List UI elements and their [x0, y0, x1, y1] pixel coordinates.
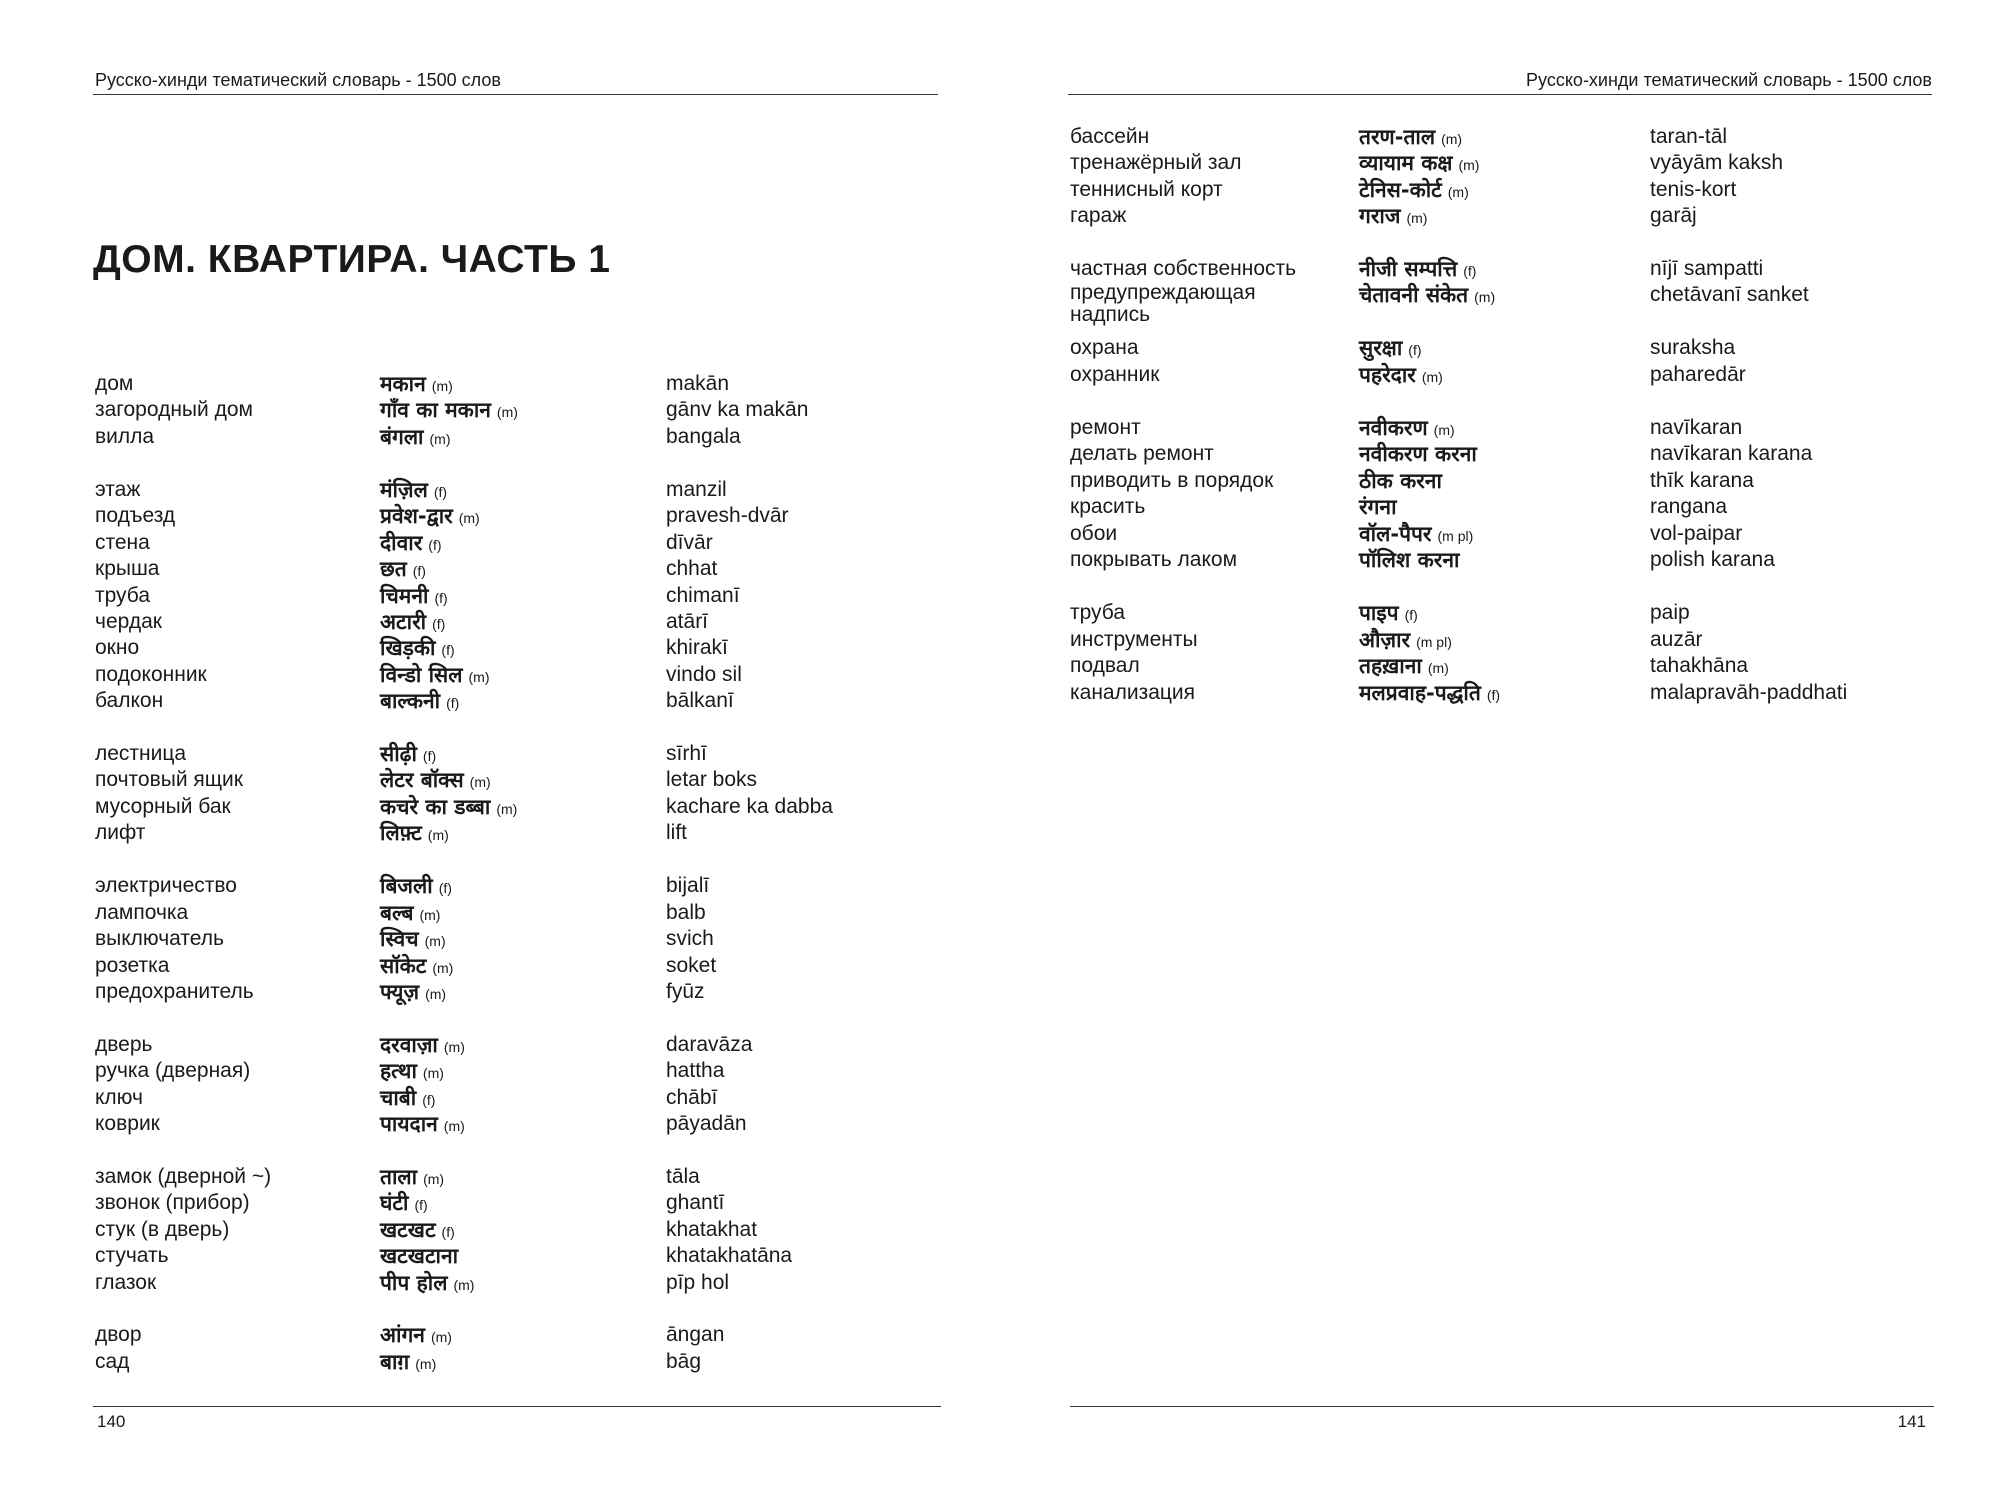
vocab-list — [0, 0, 1000, 1400]
gender-marker: (f) — [1408, 342, 1422, 358]
transliteration: paharedār — [1650, 363, 1746, 386]
russian-word: частная собственность — [1070, 257, 1297, 280]
hindi-text: बंगला — [380, 425, 424, 449]
transliteration: garāj — [1650, 204, 1697, 227]
hindi-word — [380, 609, 445, 637]
russian-word: лестница — [95, 742, 187, 765]
hindi-word — [1359, 680, 1500, 708]
hindi-word — [380, 424, 451, 452]
russian-word: предохранитель — [95, 980, 254, 1003]
transliteration: pīp hol — [666, 1271, 730, 1294]
transliteration: bālkanī — [666, 689, 734, 712]
transliteration: paip — [1650, 601, 1690, 624]
transliteration: sīrhī — [666, 742, 707, 765]
gender-marker: (f) — [422, 1092, 436, 1108]
hindi-word — [1359, 547, 1459, 573]
hindi-text: दरवाज़ा — [380, 1033, 438, 1057]
transliteration: makān — [666, 372, 730, 395]
russian-word: канализация — [1070, 681, 1196, 704]
hindi-word — [1359, 335, 1422, 363]
russian-word: выключатель — [95, 927, 224, 950]
transliteration: pāyadān — [666, 1112, 747, 1135]
russian-word: обои — [1070, 522, 1118, 545]
russian-word: балкон — [95, 689, 164, 712]
gender-marker: (f) — [441, 642, 455, 658]
transliteration: āngan — [666, 1323, 725, 1346]
russian-word: почтовый ящик — [95, 768, 243, 791]
russian-word: подъезд — [95, 504, 176, 527]
hindi-text: हत्था — [380, 1059, 417, 1083]
hindi-text: चेतावनी संकेत — [1359, 283, 1469, 307]
hindi-word — [380, 873, 452, 901]
hindi-word — [380, 1164, 444, 1192]
running-head: Русско-хинди тематический словарь - 1500 слов — [95, 70, 501, 90]
hindi-text: तरण-ताल — [1359, 125, 1436, 149]
transliteration: atārī — [666, 610, 709, 633]
hindi-text: लेटर बॉक्स — [380, 768, 464, 792]
hindi-word — [380, 556, 426, 584]
gender-marker: (m) — [425, 986, 447, 1002]
hindi-text: दीवार — [380, 531, 423, 555]
russian-word: розетка — [95, 954, 170, 977]
russian-word: гараж — [1070, 204, 1127, 227]
hindi-word — [1359, 256, 1476, 284]
hindi-word — [1359, 653, 1449, 681]
hindi-text: वॉल-पैपर — [1359, 522, 1432, 546]
transliteration: manzil — [666, 478, 727, 501]
hindi-word — [1359, 150, 1479, 178]
gender-marker: (f) — [1486, 687, 1501, 703]
running-head: Русско-хинди тематический словарь - 1500 слов — [1526, 70, 1932, 90]
hindi-word — [1359, 177, 1469, 205]
hindi-text: प्रवेश-द्वार — [380, 504, 453, 528]
russian-word: тренажёрный зал — [1070, 151, 1242, 174]
gender-marker: (m) — [419, 907, 441, 923]
hindi-word — [380, 1085, 435, 1113]
gender-marker: (m) — [496, 404, 518, 420]
hindi-word — [1359, 441, 1477, 467]
russian-word: электричество — [95, 874, 237, 897]
hindi-text: छत — [380, 557, 407, 581]
russian-word: охранник — [1070, 363, 1160, 386]
russian-word: труба — [95, 584, 151, 607]
russian-word: загородный дом — [95, 398, 253, 421]
hindi-text: रंगना — [1359, 495, 1397, 519]
transliteration: tenis-kort — [1650, 178, 1737, 201]
hindi-text: सॉकेट — [380, 954, 427, 978]
gender-marker: (m) — [431, 378, 453, 394]
gender-marker: (f) — [438, 880, 452, 896]
hindi-word — [1359, 521, 1473, 549]
hindi-word — [380, 1217, 455, 1245]
russian-word: дверь — [95, 1033, 153, 1056]
transliteration: nījī sampatti — [1650, 257, 1764, 280]
page-number: 140 — [97, 1412, 126, 1431]
hindi-text: मलप्रवाह-पद्धति — [1359, 681, 1481, 705]
transliteration: lift — [666, 821, 687, 844]
gender-marker: (m pl) — [1437, 528, 1474, 544]
russian-word: ремонт — [1070, 416, 1141, 439]
hindi-word — [380, 477, 447, 505]
hindi-word — [1359, 203, 1427, 231]
hindi-word — [380, 1243, 458, 1269]
hindi-word — [380, 688, 459, 716]
russian-word: ключ — [95, 1086, 143, 1109]
gender-marker: (f) — [432, 616, 446, 632]
transliteration: daravāza — [666, 1033, 753, 1056]
gender-marker: (f) — [433, 484, 448, 500]
gender-marker: (m) — [453, 1277, 475, 1293]
hindi-text: लिफ़्ट — [380, 821, 422, 845]
transliteration: vyāyām kaksh — [1650, 151, 1784, 174]
hindi-text: सुरक्षा — [1359, 336, 1403, 360]
transliteration: bāg — [666, 1350, 702, 1373]
russian-word: ручка (дверная) — [95, 1059, 251, 1082]
transliteration: bijalī — [666, 874, 710, 897]
hindi-text: मकान — [380, 372, 426, 396]
gender-marker: (m) — [424, 933, 446, 949]
hindi-text: विन्डो सिल — [380, 663, 463, 687]
gender-marker: (m) — [430, 1329, 452, 1345]
gender-marker: (f) — [446, 695, 460, 711]
hindi-text: पहरेदार — [1359, 363, 1416, 387]
transliteration: letar boks — [666, 768, 758, 791]
gender-marker: (f) — [422, 748, 437, 764]
transliteration: navīkaran karana — [1650, 442, 1813, 465]
gender-marker: (m) — [443, 1039, 465, 1055]
russian-word: мусорный бак — [95, 795, 231, 818]
hindi-word — [380, 767, 491, 795]
gender-marker: (m) — [1433, 422, 1455, 438]
hindi-text: टेनिस-कोर्ट — [1359, 178, 1442, 202]
transliteration: hattha — [666, 1059, 725, 1082]
russian-word: труба — [1070, 601, 1126, 624]
gender-marker: (m) — [422, 1065, 444, 1081]
gender-marker: (m) — [443, 1118, 465, 1134]
hindi-text: मंज़िल — [380, 478, 428, 502]
gender-marker: (f) — [1404, 607, 1418, 623]
transliteration: tahakhāna — [1650, 654, 1749, 677]
hindi-word — [380, 979, 446, 1007]
russian-word: лифт — [95, 821, 146, 844]
hindi-text: नवीकरण करना — [1359, 442, 1477, 466]
hindi-word — [1359, 282, 1495, 310]
transliteration: chābī — [666, 1086, 718, 1109]
gender-marker: (f) — [428, 537, 442, 553]
hindi-word — [380, 794, 517, 822]
transliteration: balb — [666, 901, 706, 924]
transliteration: khirakī — [666, 636, 728, 659]
russian-word: сад — [95, 1350, 130, 1373]
transliteration: polish karana — [1650, 548, 1775, 571]
transliteration: svich — [666, 927, 714, 950]
hindi-text: अटारी — [380, 610, 427, 634]
gender-marker: (m) — [429, 431, 451, 447]
hindi-text: तहख़ाना — [1359, 654, 1422, 678]
hindi-word — [380, 1349, 436, 1377]
hindi-text: बाल्कनी — [380, 689, 441, 713]
russian-word: вилла — [95, 425, 155, 448]
hindi-text: बाग़ — [380, 1350, 410, 1374]
russian-word: бассейн — [1070, 125, 1150, 148]
gender-marker: (m) — [423, 1171, 445, 1187]
russian-word: охрана — [1070, 336, 1139, 359]
russian-word: лампочка — [95, 901, 189, 924]
hindi-word — [1359, 124, 1462, 152]
transliteration: khatakhat — [666, 1218, 758, 1241]
russian-word: дом — [95, 372, 134, 395]
russian-word: этаж — [95, 478, 141, 501]
hindi-text: खिड़की — [380, 636, 436, 660]
hindi-word — [380, 371, 453, 399]
russian-word: подоконник — [95, 663, 207, 686]
transliteration: pravesh-dvār — [666, 504, 789, 527]
transliteration: kachare ka dabba — [666, 795, 833, 818]
hindi-text: व्यायाम कक्ष — [1359, 151, 1453, 175]
hindi-text: पायदान — [380, 1112, 438, 1136]
hindi-word — [380, 583, 448, 611]
hindi-text: ताला — [380, 1165, 418, 1189]
hindi-text: बिजली — [380, 874, 433, 898]
russian-word: звонок (прибор) — [95, 1191, 250, 1214]
hindi-word — [380, 926, 446, 954]
russian-word: предупреждающая надпись — [1070, 281, 1256, 326]
hindi-word — [380, 1032, 465, 1060]
hindi-text: गाँव का मकान — [380, 398, 491, 422]
transliteration: chetāvanī sanket — [1650, 283, 1809, 306]
gender-marker: (m) — [432, 960, 454, 976]
hindi-text: चाबी — [380, 1086, 417, 1110]
hindi-text: चिमनी — [380, 584, 429, 608]
gender-marker: (m) — [1474, 289, 1496, 305]
transliteration: auzār — [1650, 628, 1703, 651]
gender-marker: (m) — [1447, 184, 1469, 200]
page-number: 141 — [1897, 1412, 1926, 1431]
russian-word: теннисный корт — [1070, 178, 1223, 201]
russian-word: крыша — [95, 557, 160, 580]
hindi-word — [380, 741, 436, 769]
transliteration: chimanī — [666, 584, 740, 607]
hindi-text: पीप होल — [380, 1271, 448, 1295]
hindi-word — [380, 820, 449, 848]
russian-word: стук (в дверь) — [95, 1218, 230, 1241]
hindi-word — [380, 530, 442, 558]
footer-rule — [1070, 1406, 1934, 1407]
transliteration: soket — [666, 954, 717, 977]
hindi-word — [380, 1058, 444, 1086]
hindi-text: औज़ार — [1359, 628, 1411, 652]
gender-marker: (m) — [427, 827, 449, 843]
russian-word: стена — [95, 531, 150, 554]
russian-word: приводить в порядок — [1070, 469, 1274, 492]
right-page — [1000, 0, 2000, 1486]
gender-marker: (m) — [1441, 131, 1463, 147]
transliteration: thīk karana — [1650, 469, 1754, 492]
hindi-word — [380, 503, 480, 531]
russian-word: инструменты — [1070, 628, 1198, 651]
gender-marker: (m pl) — [1416, 634, 1452, 650]
gender-marker: (m) — [496, 801, 518, 817]
page-title: ДОМ. КВАРТИРА. ЧАСТЬ 1 — [93, 238, 611, 281]
gender-marker: (m) — [1458, 157, 1480, 173]
hindi-word — [1359, 468, 1442, 494]
hindi-word — [1359, 362, 1443, 390]
gender-marker: (m) — [468, 669, 490, 685]
hindi-text: स्विच — [380, 927, 419, 951]
hindi-word — [380, 1322, 452, 1350]
transliteration: gānv ka makān — [666, 398, 809, 421]
transliteration: fyūz — [666, 980, 705, 1003]
gender-marker: (m) — [469, 774, 491, 790]
hindi-text: नवीकरण — [1359, 416, 1428, 440]
hindi-text: गराज — [1359, 204, 1401, 228]
hindi-word — [1359, 627, 1452, 655]
russian-word: подвал — [1070, 654, 1140, 677]
hindi-text: खटखट — [380, 1218, 436, 1242]
gender-marker: (f) — [1463, 263, 1477, 279]
transliteration: bangala — [666, 425, 741, 448]
hindi-text: बल्ब — [380, 901, 414, 925]
gender-marker: (m) — [415, 1356, 437, 1372]
hindi-text: ठीक करना — [1359, 469, 1442, 493]
transliteration: navīkaran — [1650, 416, 1743, 439]
transliteration: suraksha — [1650, 336, 1736, 359]
transliteration: taran-tāl — [1650, 125, 1728, 148]
gender-marker: (m) — [1406, 210, 1428, 226]
russian-word: двор — [95, 1323, 142, 1346]
hindi-word — [380, 635, 455, 663]
transliteration: malapravāh-paddhati — [1650, 681, 1848, 704]
gender-marker: (f) — [412, 563, 426, 579]
hindi-word — [1359, 415, 1455, 443]
hindi-text: सीढ़ी — [380, 742, 417, 766]
gender-marker: (m) — [1421, 369, 1443, 385]
vocab-list — [1000, 0, 2000, 1400]
hindi-word — [1359, 494, 1397, 520]
hindi-text: पाइप — [1359, 601, 1399, 625]
transliteration: khatakhatāna — [666, 1244, 793, 1267]
russian-word: окно — [95, 636, 140, 659]
transliteration: vindo sil — [666, 663, 742, 686]
gender-marker: (m) — [458, 510, 480, 526]
gender-marker: (m) — [1427, 660, 1449, 676]
hindi-word — [380, 397, 518, 425]
russian-word: делать ремонт — [1070, 442, 1214, 465]
hindi-text: नीजी सम्पत्ति — [1359, 257, 1458, 281]
russian-word: красить — [1070, 495, 1146, 518]
gender-marker: (f) — [441, 1224, 455, 1240]
hindi-text: आंगन — [380, 1323, 425, 1347]
russian-word: замок (дверной ~) — [95, 1165, 272, 1188]
gender-marker: (f) — [434, 590, 448, 606]
hindi-text: घंटी — [380, 1191, 409, 1215]
transliteration: rangana — [1650, 495, 1728, 518]
transliteration: dīvār — [666, 531, 713, 554]
russian-word: стучать — [95, 1244, 169, 1267]
transliteration: vol-paipar — [1650, 522, 1743, 545]
transliteration: ghantī — [666, 1191, 725, 1214]
russian-word: коврик — [95, 1112, 160, 1135]
hindi-text: पॉलिश करना — [1359, 548, 1460, 572]
transliteration: chhat — [666, 557, 718, 580]
hindi-word — [380, 1270, 474, 1298]
footer-rule — [93, 1406, 941, 1407]
hindi-text: खटखटाना — [380, 1244, 459, 1268]
gender-marker: (f) — [414, 1197, 428, 1213]
transliteration: tāla — [666, 1165, 700, 1188]
hindi-text: कचरे का डब्बा — [380, 795, 491, 819]
hindi-word — [380, 1190, 428, 1218]
hindi-word — [1359, 600, 1418, 628]
hindi-word — [380, 662, 490, 690]
russian-word: покрывать лаком — [1070, 548, 1238, 571]
russian-word: чердак — [95, 610, 162, 633]
hindi-word — [380, 953, 453, 981]
hindi-word — [380, 900, 440, 928]
russian-word: глазок — [95, 1271, 157, 1294]
hindi-word — [380, 1111, 465, 1139]
hindi-text: फ्यूज़ — [380, 980, 420, 1004]
